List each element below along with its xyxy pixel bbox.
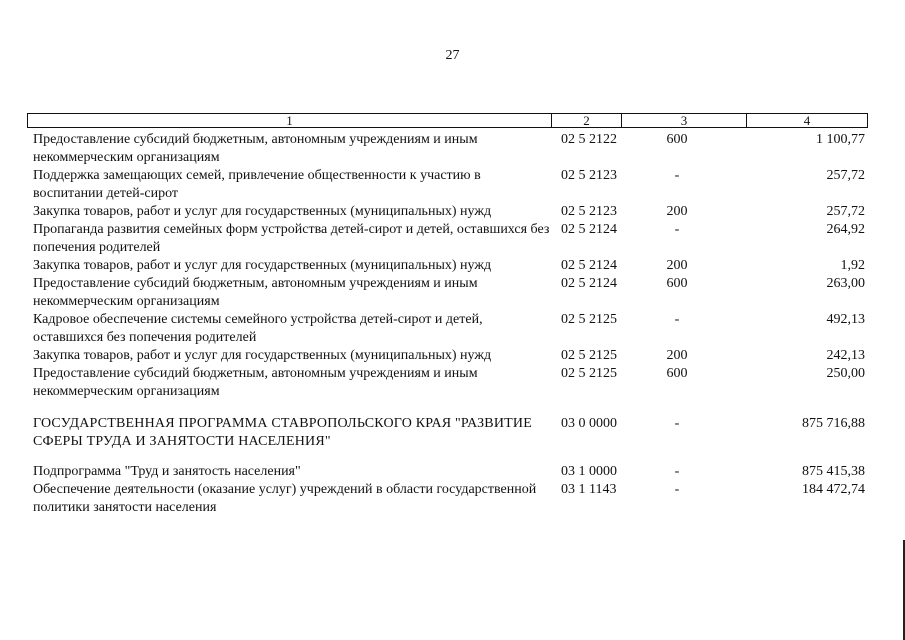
row-amount: 875 415,38 bbox=[802, 464, 865, 479]
row-name: ГОСУДАРСТВЕННАЯ ПРОГРАММА СТАВРОПОЛЬСКОГО КРАЯ "РАЗВИТИЕ СФЕРЫ ТРУДА И ЗАНЯТОСТИ НАСЕЛЕНИЯ" bbox=[33, 416, 532, 449]
table-header bbox=[27, 113, 868, 128]
row-code: 03 1 1143 bbox=[561, 482, 617, 497]
row-name: Закупка товаров, работ и услуг для государственных (муниципальных) нужд bbox=[33, 258, 492, 273]
row-code: 02 5 2123 bbox=[561, 168, 617, 183]
row-code: 02 5 2124 bbox=[561, 276, 617, 291]
row-type: - bbox=[674, 222, 680, 237]
row-type: 600 bbox=[666, 276, 688, 291]
row-name: Пропаганда развития семейных форм устройства детей-сирот и детей, оставшихся без попечения родителей bbox=[33, 222, 550, 255]
row-amount: 257,72 bbox=[826, 204, 865, 219]
row-amount: 257,72 bbox=[826, 168, 865, 183]
row-code: 02 5 2122 bbox=[561, 132, 617, 147]
row-type: - bbox=[674, 168, 680, 183]
row-type: 200 bbox=[666, 348, 688, 363]
row-amount: 875 716,88 bbox=[802, 416, 865, 431]
row-amount: 263,00 bbox=[826, 276, 865, 291]
row-code: 03 0 0000 bbox=[561, 416, 617, 431]
table-row bbox=[33, 275, 868, 311]
row-name: Предоставление субсидий бюджетным, автономным учреждениям и иным некоммерческим организациям bbox=[33, 276, 478, 309]
table-row bbox=[33, 347, 868, 365]
row-amount: 1 100,77 bbox=[816, 132, 865, 147]
table-row-program bbox=[33, 415, 868, 451]
row-amount: 184 472,74 bbox=[802, 482, 865, 497]
table-row bbox=[33, 463, 868, 481]
table-row bbox=[33, 221, 868, 257]
header-col-2: 2 bbox=[552, 114, 622, 127]
row-code: 03 1 0000 bbox=[561, 464, 617, 479]
row-name: Обеспечение деятельности (оказание услуг) учреждений в области государственной политики занятости населения bbox=[33, 482, 537, 515]
row-code: 02 5 2125 bbox=[561, 366, 617, 381]
table-row bbox=[33, 311, 868, 347]
row-amount: 1,92 bbox=[840, 258, 865, 273]
row-code: 02 5 2123 bbox=[561, 204, 617, 219]
row-type: 200 bbox=[666, 258, 688, 273]
row-name: Закупка товаров, работ и услуг для государственных (муниципальных) нужд bbox=[33, 348, 492, 363]
row-amount: 264,92 bbox=[826, 222, 865, 237]
row-name: Предоставление субсидий бюджетным, автономным учреждениям и иным некоммерческим организациям bbox=[33, 132, 478, 165]
page-number: 27 bbox=[445, 48, 460, 63]
row-code: 02 5 2124 bbox=[561, 258, 617, 273]
row-type: 600 bbox=[666, 132, 688, 147]
row-type: - bbox=[674, 312, 680, 327]
table-row bbox=[33, 257, 868, 275]
row-name: Подпрограмма "Труд и занятость населения" bbox=[33, 464, 301, 479]
row-code: 02 5 2125 bbox=[561, 312, 617, 327]
row-amount: 250,00 bbox=[826, 366, 865, 381]
row-type: - bbox=[674, 416, 680, 431]
table-row bbox=[33, 365, 868, 401]
table-row bbox=[33, 131, 868, 167]
table-row bbox=[33, 481, 868, 517]
header-col-3: 3 bbox=[622, 114, 747, 127]
header-col-1: 1 bbox=[28, 114, 552, 127]
row-name: Предоставление субсидий бюджетным, автономным учреждениям и иным некоммерческим организациям bbox=[33, 366, 478, 399]
table-row bbox=[33, 203, 868, 221]
row-name: Поддержка замещающих семей, привлечение общественности к участию в воспитании детей-сирот bbox=[33, 168, 481, 201]
row-name: Кадровое обеспечение системы семейного устройства детей-сирот и детей, оставшихся без попечения родителей bbox=[33, 312, 483, 345]
table-row bbox=[33, 167, 868, 203]
table-body bbox=[33, 131, 868, 517]
row-type: 200 bbox=[666, 204, 688, 219]
row-type: - bbox=[674, 482, 680, 497]
row-amount: 242,13 bbox=[826, 348, 865, 363]
header-col-4: 4 bbox=[803, 113, 811, 128]
row-code: 02 5 2124 bbox=[561, 222, 617, 237]
row-type: 600 bbox=[666, 366, 688, 381]
row-name: Закупка товаров, работ и услуг для государственных (муниципальных) нужд bbox=[33, 204, 492, 219]
row-amount: 492,13 bbox=[826, 312, 865, 327]
row-type: - bbox=[674, 464, 680, 479]
row-code: 02 5 2125 bbox=[561, 348, 617, 363]
